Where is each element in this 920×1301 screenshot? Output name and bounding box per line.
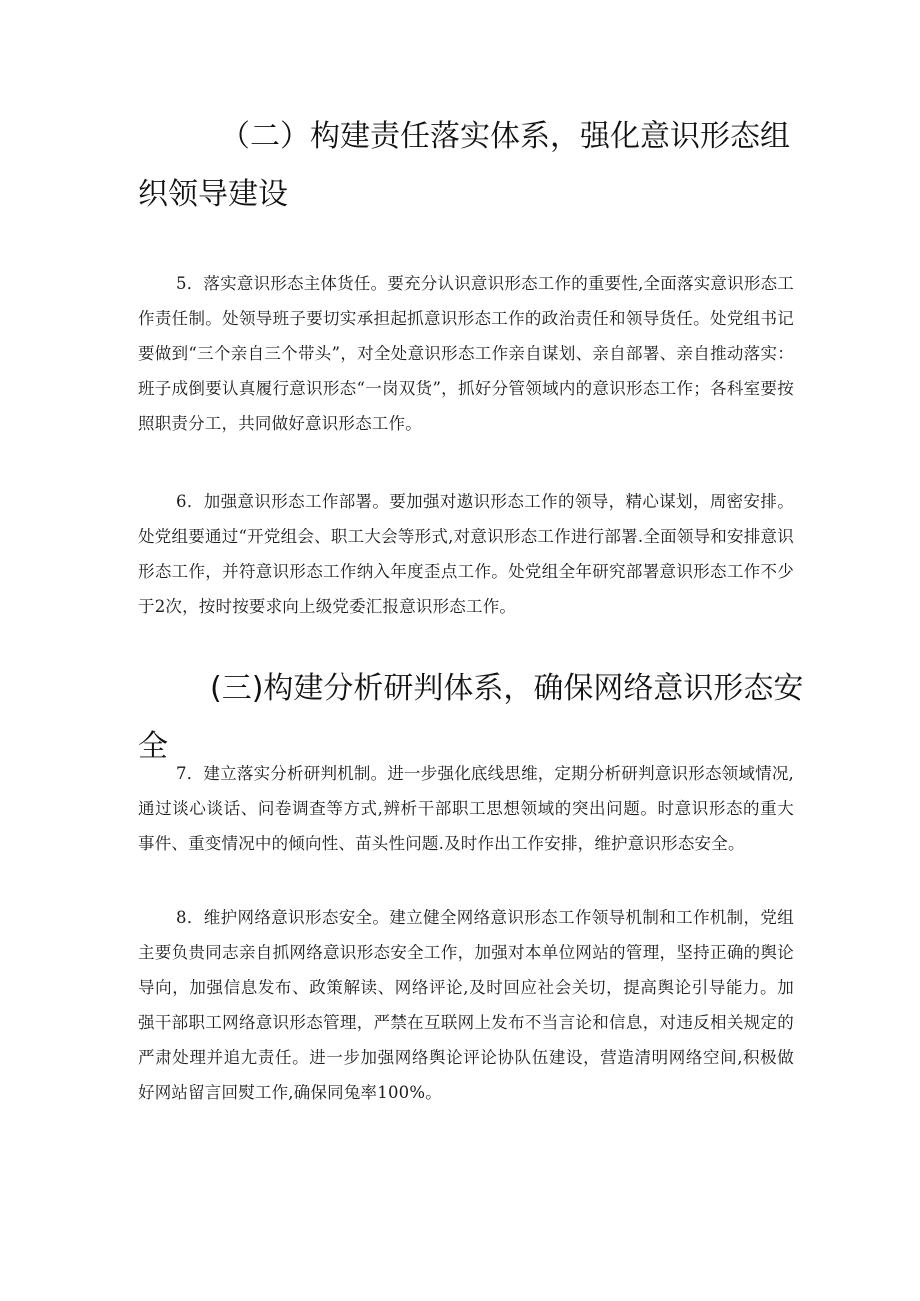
paragraph-item-5: 5．落实意识形态主体货任。要充分认识意识形态工作的重要性,全面落实意识形态工作责任制。处领导班子要切实承担起抓意识形态工作的政治责任和领导货任。处党组书记要做到“三个亲自三个带头”，对全处意识形态工作亲自谋划、亲自部署、亲自推动落实：班子成倒要认真履行意识形态“一岗双货”，抓好分管领域内的意识形态工作；各科室要按照职责分工，共同做好意识形态工作。: [138, 274, 794, 433]
paragraph-item-6: 6．加强意识形态工作部署。要加强对遨识形态工作的领导，精心谋划，周密安排。处党组要通过“开党组会、职工大会等形式,对意识形态工作进行部署.全面领导和安排意识形态工作，并符意识形态工作纳入年度歪点工作。处党组全年研究部署意识形态工作不少于2次，按时按要求向上级党委汇报意识形态工作。: [138, 492, 794, 616]
section-heading-2: （二）构建责任落实体系，强化意识形态组织领导建设: [138, 119, 790, 212]
paragraph-item-8: 8．维护网络意识形态安全。建立健全网络意识形态工作领导机制和工作机制，党组主要负贵同志亲自抓网络意识形态安全工作，加强对本单位网站的管理，坚持正确的舆论导向，加强信息发布、政策解读、网络评论,及时回应社会关切，提高舆论引导能力。加强干部职工网络意识形态管理，严禁在互联网上发布不当言论和信息，对违反相关规定的严肃处理并追尢责任。进一步加强网络舆论评论协队伍建设，营造清明网络空间,积极做好网站留言回熨工作,确保同兔率100%。: [138, 908, 794, 1102]
section-heading-3: (三)构建分析研判体系，确保网络意识形态安全: [138, 671, 804, 764]
paragraph-item-7: 7．建立落实分析研判机制。进一步强化底线思维，定期分析研判意识形态领域情况,通过谈心谈话、问卷调查等方式,辨析干部职工思想领域的突出问题。时意识形态的重大事件、重变情况中的倾向性、苗头性问题.及时作出工作安排，维护意识形态安全。: [138, 764, 794, 853]
